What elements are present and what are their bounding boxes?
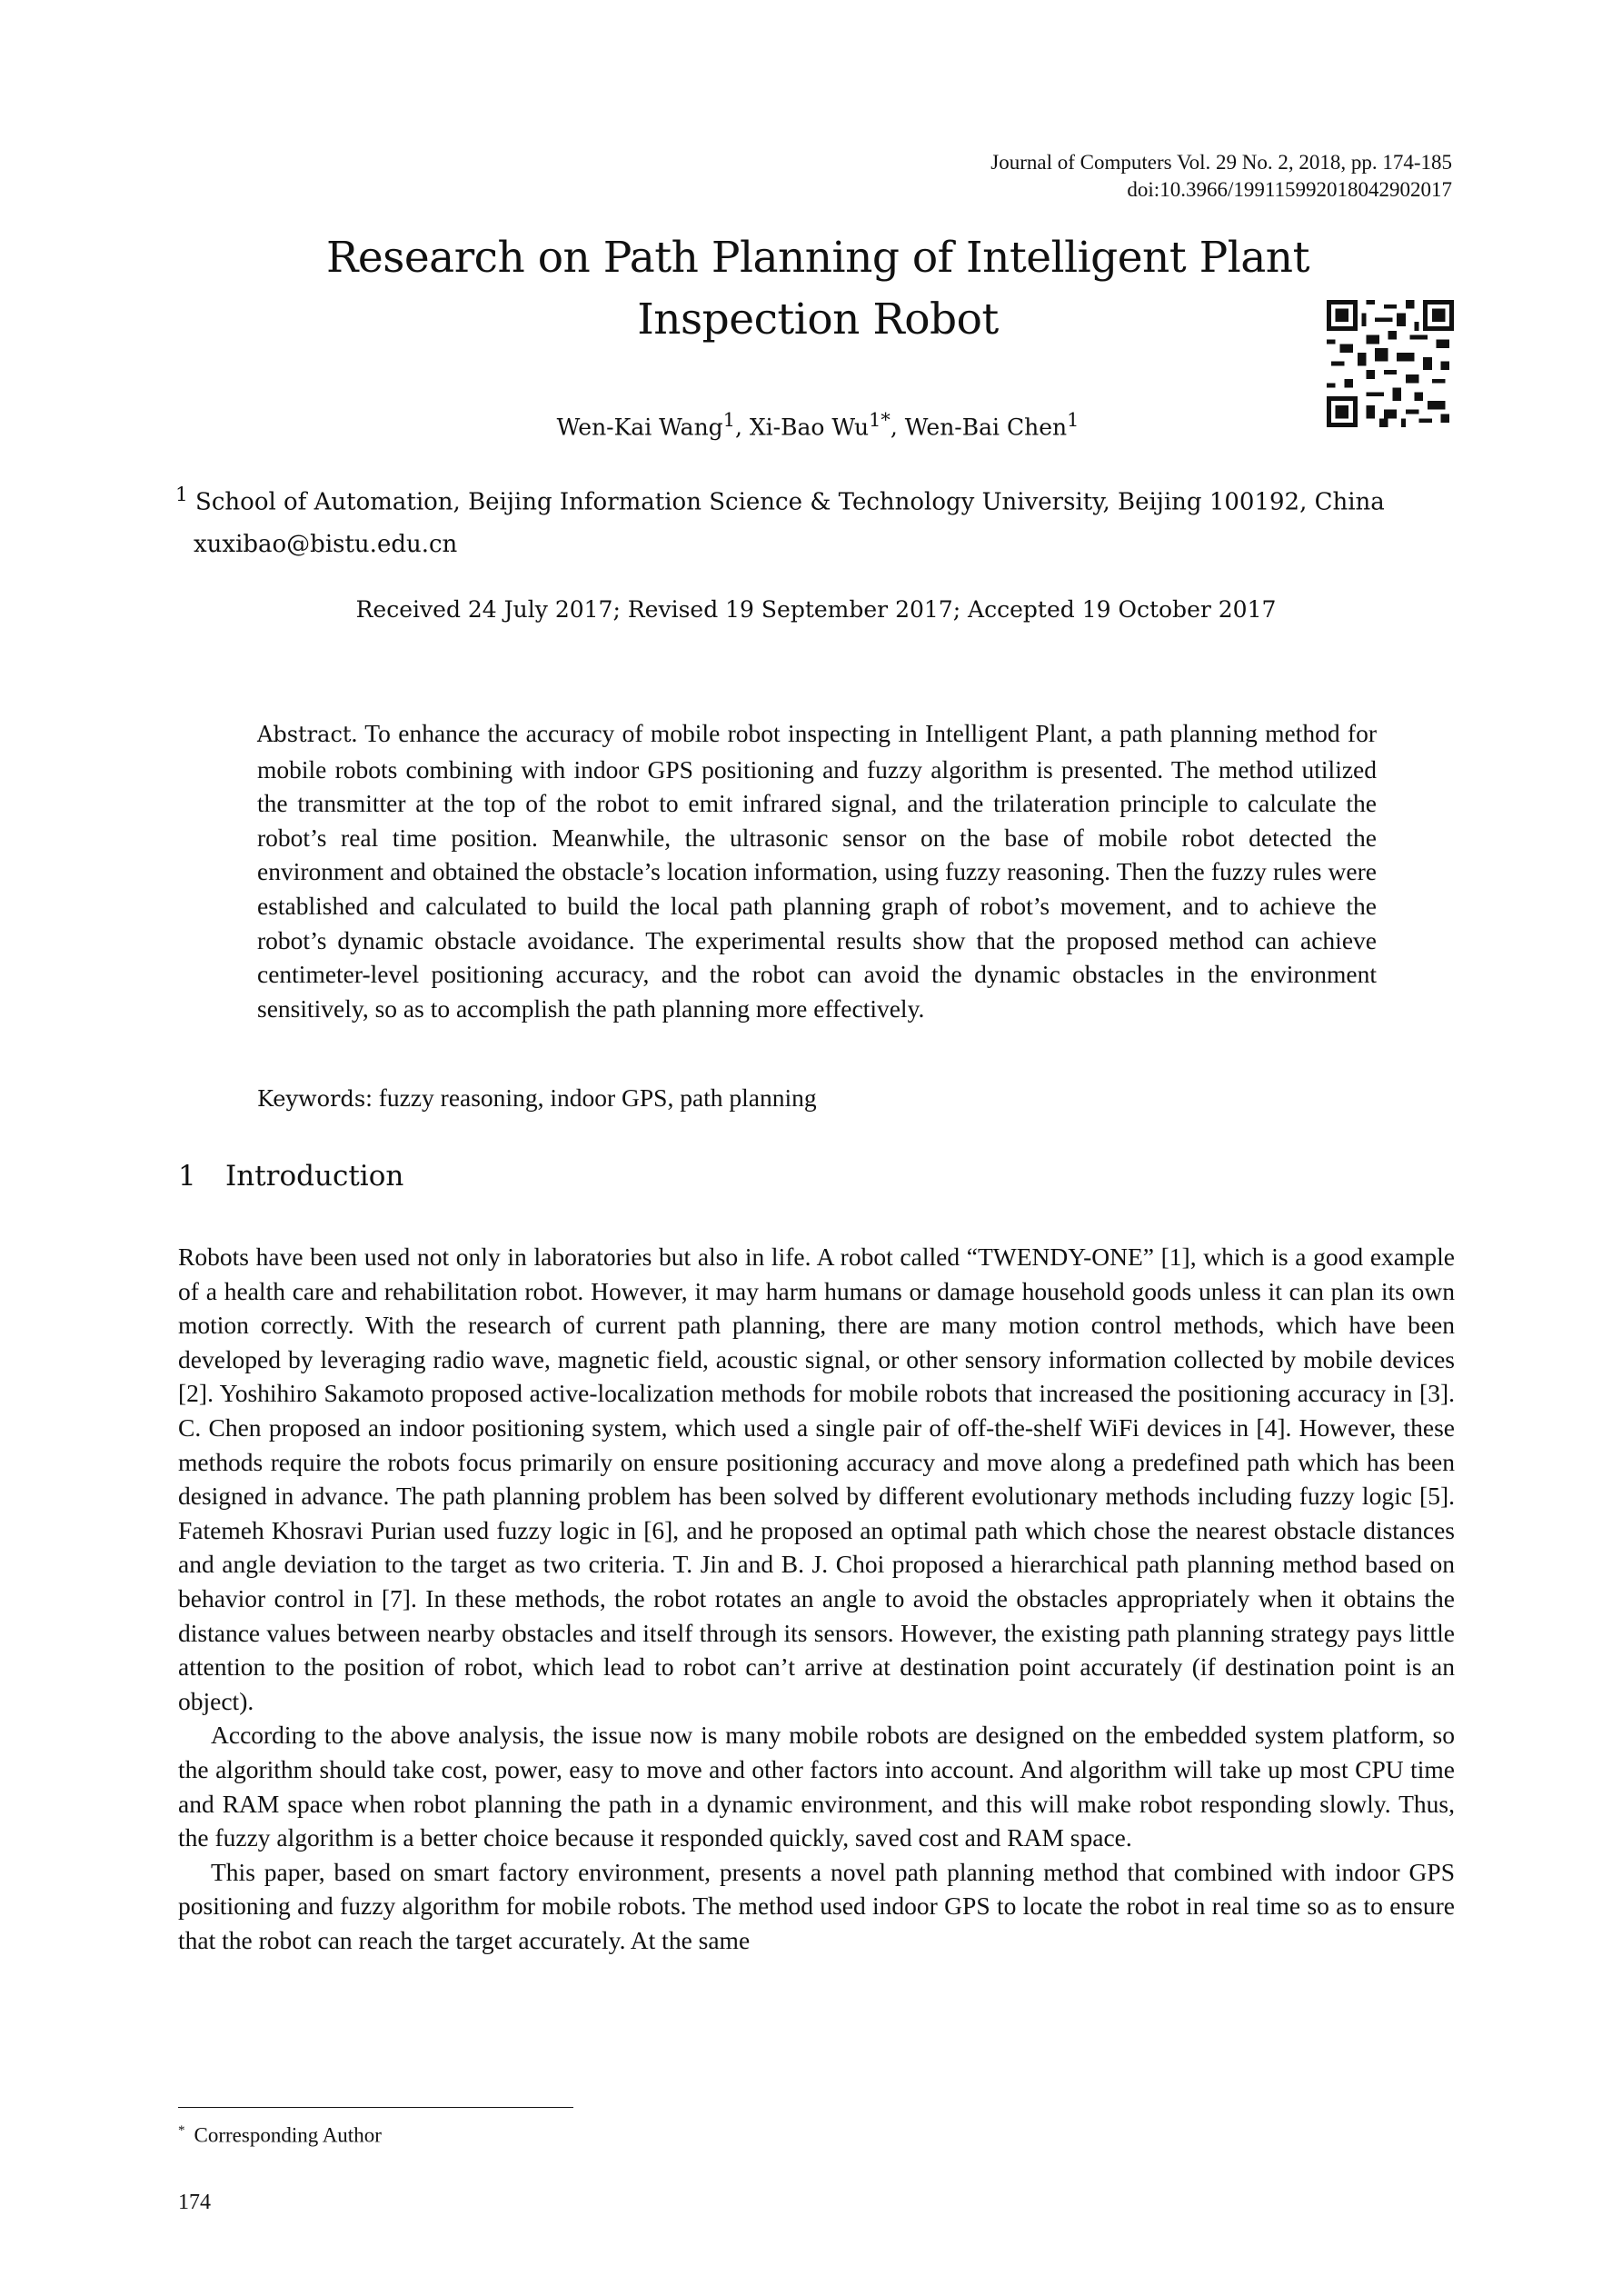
body-text (178, 1240, 1455, 1957)
title-line-1: Research on Path Planning of Intelligent Plant (326, 233, 1309, 283)
footnote-rule (178, 2107, 573, 2108)
author-name: Wen-Kai Wang (556, 414, 723, 441)
keywords-text: : fuzzy reasoning, indoor GPS, path planning (365, 1083, 817, 1112)
affiliation-text: School of Automation, Beijing Information Science & Technology University, Beijing 100192, China (195, 488, 1385, 516)
abstract-label: Abstract (257, 722, 352, 747)
section-heading (178, 1160, 403, 1193)
paragraph: According to the above analysis, the issue now is many mobile robots are designed on the embedded system platform, so the algorithm should take cost, power, easy to move and other factors into account. And algorithm will take up most CPU time and RAM space when robot planning the path in a dynamic environment, and this will make robot responding slowly. Thus, the fuzzy algorithm is a better choice because it responded quickly, saved cost and RAM space. (178, 1721, 1455, 1852)
keywords-label: Keywords (257, 1086, 366, 1112)
author-affiliation-mark: 1 (1067, 409, 1080, 431)
author-email: xuxibao@bistu.edu.cn (194, 530, 458, 558)
paragraph: Robots have been used not only in laboratories but also in life. A robot called “TWENDY-ONE” [1], which is a good example of a health care and rehabilitation robot. However, it may harm humans or damage household goods unless it can plan its own motion correctly. With the research of current path planning, there are many motion control methods, which have been developed by leveraging radio wave, magnetic field, acoustic signal, or other sensory information collected by mobile devices [2]. Yoshihiro Sakamoto proposed active-localization methods for mobile robots that increased the positioning accuracy in [3]. C. Chen proposed an indoor positioning system, which used a single pair of off-the-shelf WiFi devices in [4]. However, these methods require the robots focus primarily on ensure positioning accuracy and move along a predefined path which has been designed in advance. The path planning problem has been solved by different evolutionary methods including fuzzy logic [5]. Fatemeh Khosravi Purian used fuzzy logic in [6], and he proposed an optimal path which chose the nearest obstacle distances and angle deviation to the target as two criteria. T. Jin and B. J. Choi proposed a hierarchical path planning method based on behavior control in [7]. In these methods, the robot rotates an angle to avoid the obstacles appropriately when it obtains the distance values between nearby obstacles and itself through its sensors. However, the existing path planning strategy pays little attention to the position of robot, which lead to robot can’t arrive at destination point accurately (if destination point is an object). (178, 1243, 1455, 1715)
qr-code-icon (1327, 300, 1454, 427)
author-name: Wen-Bai Chen (904, 414, 1068, 441)
journal-citation: Journal of Computers Vol. 29 No. 2, 2018, pp. 174-185 (990, 151, 1452, 174)
affiliation-mark: 1 (175, 484, 188, 506)
title-line-2: Inspection Robot (637, 294, 999, 344)
journal-header (990, 149, 1452, 204)
author-affiliation-mark: 1 (722, 409, 735, 431)
footnote-text: Corresponding Author (194, 2123, 382, 2147)
doi: doi:10.3966/199115992018042902017 (1127, 178, 1452, 201)
author-name: Xi-Bao Wu (749, 414, 870, 441)
author-list: Wen-Kai Wang$^1$, Xi-Bao $Wu^{1*}$, Wen-Bai Chen$^1$ (556, 409, 1080, 441)
paragraph: This paper, based on smart factory environment, presents a novel path planning method that combined with indoor GPS positioning and fuzzy algorithm for mobile robots. The method used indoor GPS to locate the robot in real time so as to ensure that the robot can reach the target accurately. At the same (178, 1857, 1455, 1954)
author-affiliation-mark: 1* (869, 409, 891, 431)
footnote (178, 2123, 382, 2148)
affiliation (175, 474, 1385, 565)
keywords (257, 1083, 1377, 1113)
abstract (257, 716, 1377, 1025)
section-number: 1 (178, 1160, 196, 1193)
footnote-mark: * (178, 2123, 185, 2138)
abstract-text: . To enhance the accuracy of mobile robot inspecting in Intelligent Plant, a path planning method for mobile robots combining with indoor GPS positioning and fuzzy algorithm is presented. The method utilized the transmitter at the top of the robot to emit infrared signal, and the trilateration principle to calculate the robot’s real time position. Meanwhile, the ultrasonic sensor on the base of mobile robot detected the environment and obtained the obstacle’s location information, using fuzzy reasoning. Then the fuzzy rules were established and calculated to build the local path planning graph of robot’s movement, and to achieve the robot’s dynamic obstacle avoidance. The experimental results show that the proposed method can achieve centimeter-level positioning accuracy, and the robot can avoid the dynamic obstacles in the environment sensitively, so as to accomplish the path planning more effectively. (257, 719, 1377, 1023)
section-title: Introduction (225, 1160, 404, 1193)
paper-title (273, 227, 1363, 351)
page-number: 174 (178, 2191, 211, 2214)
received-dates: Received 24 July 2017; Revised 19 September 2017; Accepted 19 October 2017 (355, 596, 1277, 623)
